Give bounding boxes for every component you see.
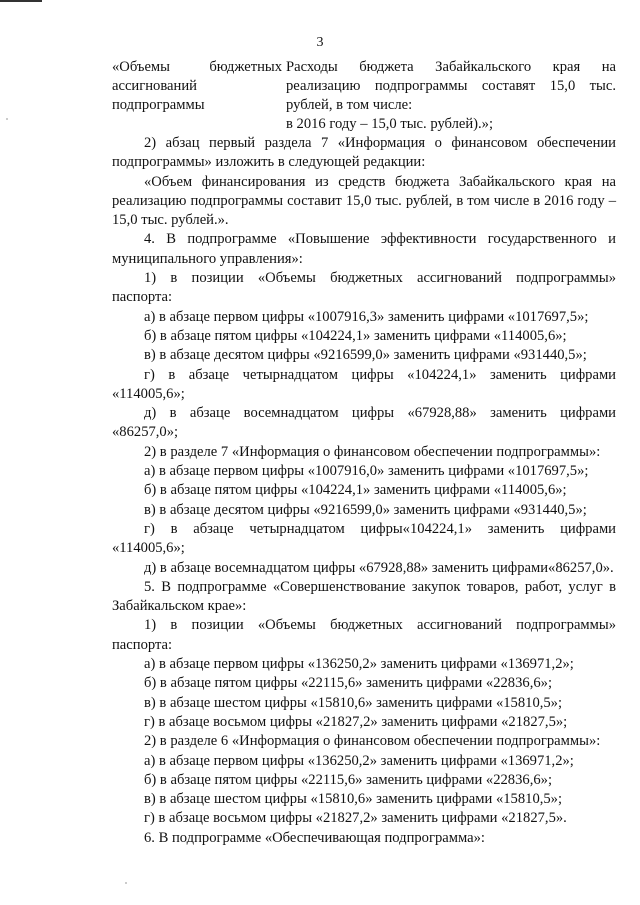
passport-row-label [112,58,282,134]
paragraph: б) в абзаце пятом цифры «22115,6» заменить цифрами «22836,6»; [144,771,552,788]
passport-row-value [282,58,616,134]
paragraph: в) в абзаце десятом цифры «9216599,0» заменить цифрами «931440,5»; [144,501,587,518]
value-line: реализацию подпрограммы составят 15,0 тыс. [286,78,616,94]
document-body [112,58,616,848]
paragraph: в) в абзаце десятом цифры «9216599,0» заменить цифрами «931440,5»; [144,347,587,364]
paragraph: «Объем финансирования из средств бюджета Забайкальского края на реализацию подпрограммы составит 15,0 тыс. рублей, в том числе в 2016 году – 15,0 тыс. рублей.». [112,173,616,229]
paragraph: г) в абзаце четырнадцатом цифры«104224,1» заменить цифрами «114005,6»; [112,520,616,557]
paragraph: а) в абзаце первом цифры «1007916,0» заменить цифрами «1017697,5»; [144,463,589,480]
paragraph: 2) в разделе 7 «Информация о финансовом обеспечении подпрограммы»: [144,443,601,460]
label-line: «Объемы бюджетных [112,59,282,75]
passport-row [112,58,616,134]
value-line: Расходы бюджета Забайкальского края на [286,59,616,75]
paragraph: 6. В подпрограмме «Обеспечивающая подпрограмма»: [144,829,485,846]
paragraph: 2) абзац первый раздела 7 «Информация о финансовом обеспечении подпрограммы» изложить в следующей редакции: [112,135,616,171]
paragraph: б) в абзаце пятом цифры «104224,1» заменить цифрами «114005,6»; [144,482,567,499]
paragraph: 2) в разделе 6 «Информация о финансовом обеспечении подпрограммы»: [144,733,601,750]
top-edge-mark [0,0,42,2]
paragraph: г) в абзаце восьмом цифры «21827,2» заменить цифрами «21827,5». [144,810,567,827]
value-line: рублей, в том числе: [286,97,413,113]
paragraph: г) в абзаце восьмом цифры «21827,2» заменить цифрами «21827,5»; [144,713,568,730]
value-line: в 2016 году – 15,0 тыс. рублей).»; [286,116,494,132]
paragraph: д) в абзаце восемнадцатом цифры «67928,88» заменить цифрами«86257,0». [144,559,614,576]
paragraph: б) в абзаце пятом цифры «104224,1» заменить цифрами «114005,6»; [144,327,567,344]
paragraph: а) в абзаце первом цифры «1007916,3» заменить цифрами «1017697,5»; [144,308,589,325]
paragraph: а) в абзаце первом цифры «136250,2» заменить цифрами «136971,2»; [144,656,574,673]
paragraph: 1) в позиции «Объемы бюджетных ассигнований подпрограммы» паспорта: [112,617,616,653]
paragraph: 1) в позиции «Объемы бюджетных ассигнований подпрограммы» паспорта: [112,270,616,306]
paragraph: д) в абзаце восемнадцатом цифры «67928,88» заменить цифрами «86257,0»; [112,405,616,441]
paragraph: 5. В подпрограмме «Совершенствование закупок товаров, работ, услуг в Забайкальском крае»: [112,578,616,615]
label-line: ассигнований [112,78,197,94]
paragraph: а) в абзаце первом цифры «136250,2» заменить цифрами «136971,2»; [144,752,574,769]
paragraph: в) в абзаце шестом цифры «15810,6» заменить цифрами «15810,5»; [144,694,563,711]
paragraph: б) в абзаце пятом цифры «22115,6» заменить цифрами «22836,6»; [144,675,552,692]
paragraph: 4. В подпрограмме «Повышение эффективности государственного и муниципального управления»: [112,231,616,267]
page-number: 3 [316,35,324,50]
paragraph: в) в абзаце шестом цифры «15810,6» заменить цифрами «15810,5»; [144,791,563,808]
scan-speck [6,118,8,120]
label-line: подпрограммы [112,97,205,113]
paragraph: г) в абзаце четырнадцатом цифры «104224,1» заменить цифрами «114005,6»; [112,366,616,402]
scan-speck [125,882,127,884]
